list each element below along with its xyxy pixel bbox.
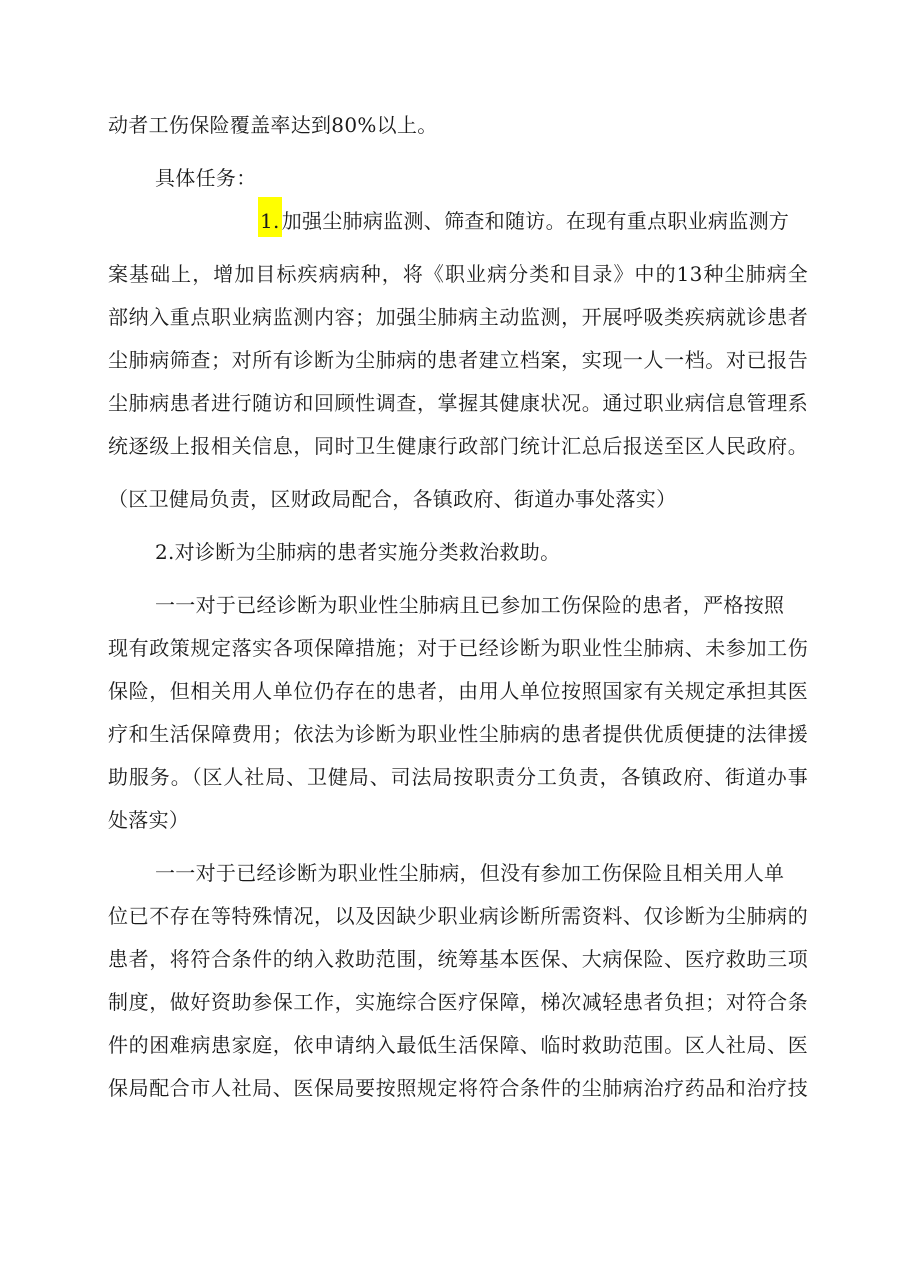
text-line: 尘肺病患者进行随访和回顾性调查，掌握其健康状况。通过职业病信息管理系 — [108, 391, 808, 415]
item1-first-line — [258, 208, 789, 234]
subheading: 具体任务： — [155, 166, 257, 190]
text-line: （区卫健局负责，区财政局配合，各镇政府、街道办事处落实） — [108, 487, 677, 511]
text-line: 件的困难病患家庭，依申请纳入最低生活保障、临时救助范围。区人社局、医 — [108, 1033, 808, 1057]
text-line: 动者工伤保险覆盖率达到80%以上。 — [108, 113, 438, 137]
text-line: 尘肺病筛查；对所有诊断为尘肺病的患者建立档案，实现一人一档。对已报告 — [108, 348, 808, 372]
text-line: 保局配合市人社局、医保局要按照规定将符合条件的尘肺病治疗药品和治疗技 — [108, 1076, 808, 1100]
text-line: 疗和生活保障费用；依法为诊断为职业性尘肺病的患者提供优质便捷的法律援 — [108, 722, 808, 746]
text-line: 保险，但相关用人单位仍存在的患者，由用人单位按照国家有关规定承担其医 — [108, 679, 808, 703]
text-line: 现有政策规定落实各项保障措施；对于已经诊断为职业性尘肺病、未参加工伤 — [108, 636, 808, 660]
text-line: 处落实） — [108, 808, 190, 832]
text-line: 患者，将符合条件的纳入救助范围，统筹基本医保、大病保险、医疗救助三项 — [108, 947, 808, 971]
text-line: 加强尘肺病监测、筛查和随访。在现有重点职业病监测方 — [281, 209, 790, 233]
text-line: 统逐级上报相关信息，同时卫生健康行政部门统计汇总后报送至区人民政府。 — [108, 434, 808, 458]
text-line: 一一对于已经诊断为职业性尘肺病，但没有参加工伤保险且相关用人单 — [155, 861, 785, 885]
text-line: 助服务。（区人社局、卫健局、司法局按职责分工负责，各镇政府、街道办事 — [108, 765, 808, 789]
text-line: 部纳入重点职业病监测内容；加强尘肺病主动监测，开展呼吸类疾病就诊患者 — [108, 305, 808, 329]
text-line: 制度，做好资助参保工作，实施综合医疗保障，梯次减轻患者负担；对符合条 — [108, 990, 808, 1014]
text-line: 位已不存在等特殊情况，以及因缺少职业病诊断所需资料、仅诊断为尘肺病的 — [108, 904, 808, 928]
text-line: 案基础上，增加目标疾病病种，将《职业病分类和目录》中的13种尘肺病全 — [108, 262, 808, 286]
text-line: 一一对于已经诊断为职业性尘肺病且已参加工伤保险的患者，严格按照 — [155, 593, 785, 617]
item2-heading: 2.对诊断为尘肺病的患者实施分类救治救助。 — [155, 540, 561, 564]
highlighted-number: 1. — [258, 197, 282, 237]
